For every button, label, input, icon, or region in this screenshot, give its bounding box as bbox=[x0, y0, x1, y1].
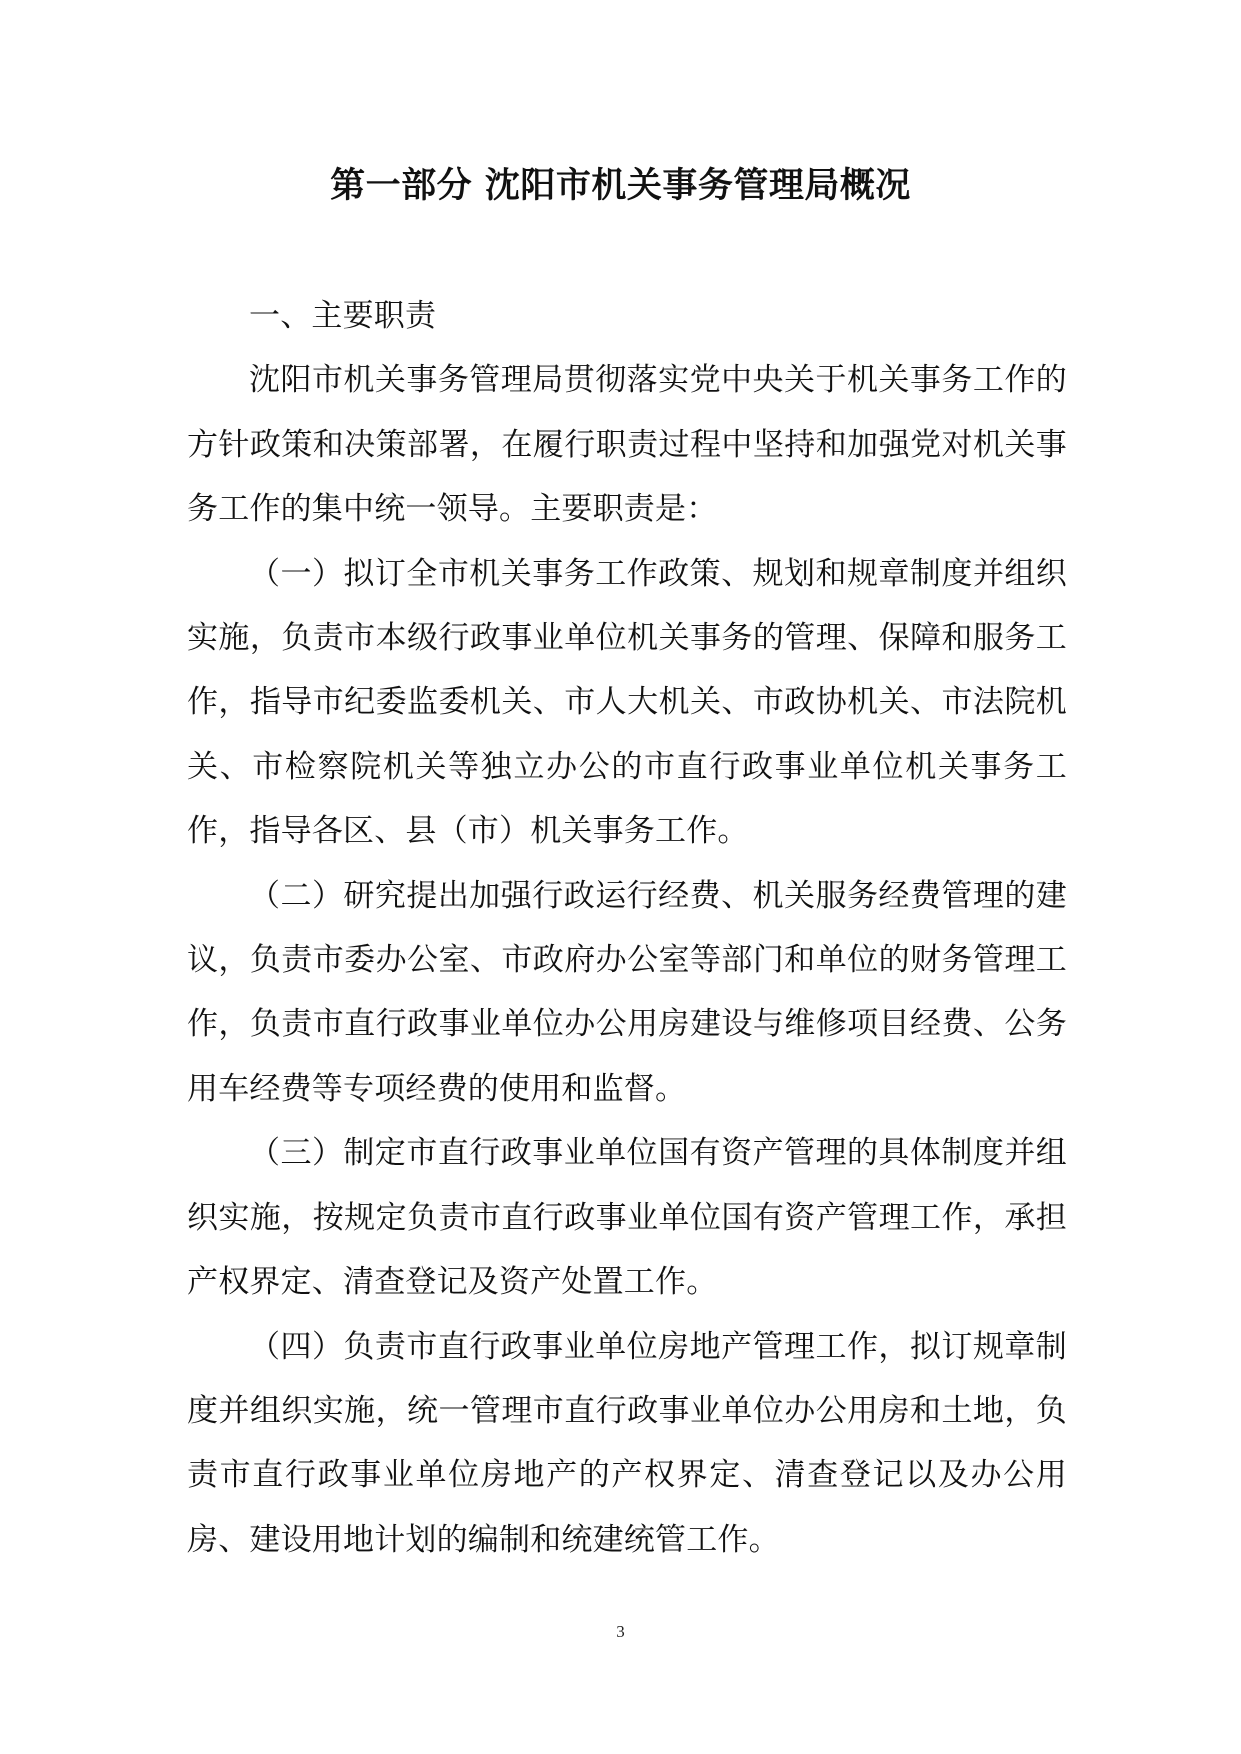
paragraph-duty-1: （一）拟订全市机关事务工作政策、规划和规章制度并组织实施，负责市本级行政事业单位机关事务的管理、保障和服务工作，指导市纪委监委机关、市人大机关、市政协机关、市法院机关、市检察院机关等独立办公的市直行政事业单位机关事务工作，指导各区、县（市）机关事务工作。 bbox=[187, 555, 1067, 850]
paragraph-intro: 沈阳市机关事务管理局贯彻落实党中央关于机关事务工作的方针政策和决策部署，在履行职责过程中坚持和加强党对机关事务工作的集中统一领导。主要职责是： bbox=[187, 362, 1067, 528]
section-heading: 一、主要职责 bbox=[249, 298, 437, 334]
paragraph-duty-3: （三）制定市直行政事业单位国有资产管理的具体制度并组织实施，按规定负责市直行政事业单位国有资产管理工作，承担产权界定、清查登记及资产处置工作。 bbox=[187, 1135, 1067, 1301]
document-body bbox=[187, 284, 1067, 1572]
page-title: 第一部分 沈阳市机关事务管理局概况 bbox=[330, 165, 911, 206]
page-number: 3 bbox=[616, 1622, 625, 1641]
paragraph-duty-2: （二）研究提出加强行政运行经费、机关服务经费管理的建议，负责市委办公室、市政府办公室等部门和单位的财务管理工作，负责市直行政事业单位办公用房建设与维修项目经费、公务用车经费等专项经费的使用和监督。 bbox=[187, 877, 1067, 1107]
paragraph-duty-4: （四）负责市直行政事业单位房地产管理工作，拟订规章制度并组织实施，统一管理市直行政事业单位办公用房和土地，负责市直行政事业单位房地产的产权界定、清查登记以及办公用房、建设用地计划的编制和统建统管工作。 bbox=[187, 1328, 1067, 1558]
